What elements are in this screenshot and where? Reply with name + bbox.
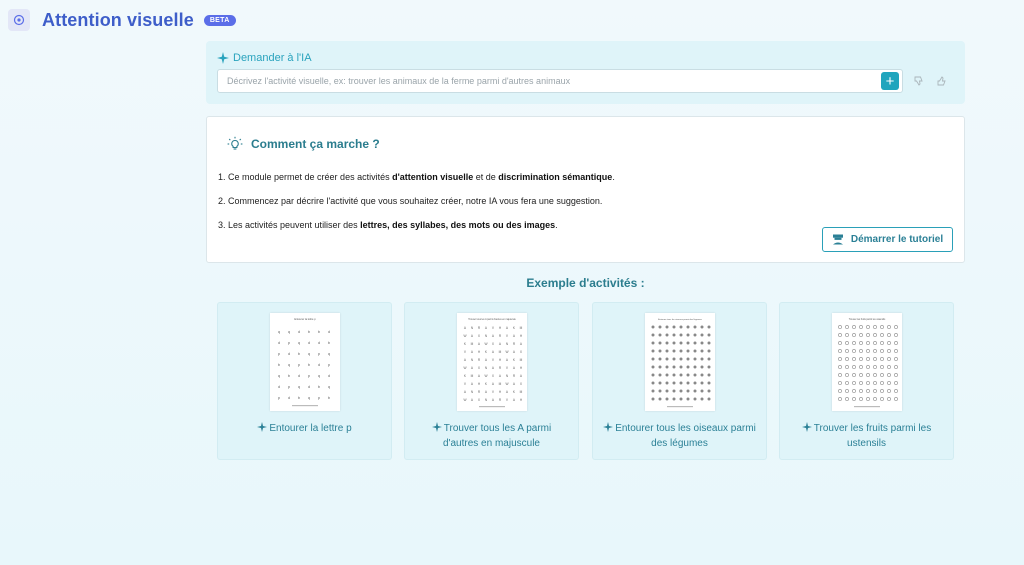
svg-text:V: V	[505, 366, 509, 370]
ask-ai-field	[217, 69, 903, 93]
svg-text:W: W	[463, 398, 467, 402]
svg-text:H: H	[519, 334, 523, 338]
ask-ai-panel	[206, 41, 965, 104]
sparkle-icon	[432, 422, 442, 432]
svg-text:K: K	[512, 390, 516, 394]
svg-text:M: M	[519, 390, 523, 394]
svg-text:d: d	[307, 340, 311, 345]
sparkle-icon	[257, 422, 267, 432]
svg-text:W: W	[463, 366, 467, 370]
step-1-bold-1: d'attention visuelle	[392, 172, 474, 182]
svg-text:q: q	[327, 351, 331, 356]
svg-text:A: A	[491, 334, 495, 338]
svg-text:V: V	[463, 350, 467, 354]
svg-text:A: A	[470, 350, 474, 354]
svg-text:X: X	[477, 334, 481, 338]
step-1	[218, 171, 615, 195]
thumbnail-title: Trouver les fruits parmi les ustensils	[848, 319, 886, 321]
svg-text:A: A	[477, 374, 481, 378]
svg-text:b: b	[307, 362, 311, 367]
lightbulb-icon	[227, 136, 243, 152]
svg-text:A: A	[512, 334, 516, 338]
svg-text:b: b	[317, 384, 321, 389]
svg-text:K: K	[463, 342, 467, 346]
svg-text:A: A	[470, 382, 474, 386]
step-2	[218, 195, 615, 219]
svg-text:N: N	[470, 326, 474, 330]
svg-text:H: H	[519, 366, 523, 370]
svg-text:p: p	[297, 362, 301, 367]
step-1-suffix: .	[612, 172, 615, 182]
svg-text:A: A	[477, 342, 481, 346]
svg-text:q: q	[287, 329, 291, 334]
svg-text:R: R	[477, 326, 481, 330]
svg-text:p: p	[307, 373, 311, 378]
svg-text:d: d	[277, 384, 281, 389]
step-2-text: 2. Commencez par décrire l'activité que vous souhaitez créer, notre IA vous fera une suggestion.	[218, 196, 603, 206]
svg-text:M: M	[470, 374, 474, 378]
svg-text:H: H	[498, 358, 502, 362]
svg-text:d: d	[277, 340, 281, 345]
sparkle-icon	[802, 422, 812, 432]
svg-text:X: X	[477, 398, 481, 402]
thumbnail-title: Trouver tous les A parmi d'autres en majuscule	[468, 319, 516, 321]
svg-text:M: M	[498, 382, 502, 386]
step-1-bold-2: discrimination sémantique	[498, 172, 613, 182]
svg-text:A: A	[470, 398, 474, 402]
svg-text:H: H	[498, 390, 502, 394]
svg-text:V: V	[463, 382, 467, 386]
svg-text:A: A	[463, 390, 467, 394]
svg-text:d: d	[327, 373, 331, 378]
svg-text:q: q	[287, 362, 291, 367]
svg-text:M: M	[470, 342, 474, 346]
svg-text:H: H	[519, 398, 523, 402]
svg-text:b: b	[297, 395, 301, 400]
thumbs-down-icon[interactable]	[912, 74, 926, 88]
svg-text:A: A	[512, 382, 516, 386]
svg-text:A: A	[491, 398, 495, 402]
example-card[interactable]	[404, 302, 579, 460]
svg-text:M: M	[498, 350, 502, 354]
svg-text:p: p	[287, 384, 291, 389]
svg-text:H: H	[477, 350, 481, 354]
svg-text:d: d	[297, 373, 301, 378]
svg-text:N: N	[484, 334, 488, 338]
svg-text:d: d	[287, 395, 291, 400]
svg-text:q: q	[297, 384, 301, 389]
svg-text:R: R	[498, 334, 502, 338]
svg-text:A: A	[463, 326, 467, 330]
svg-text:R: R	[512, 374, 516, 378]
worksheet-thumbnail	[270, 313, 340, 411]
svg-text:p: p	[317, 395, 321, 400]
worksheet-thumbnail	[457, 313, 527, 411]
target-icon[interactable]	[8, 9, 30, 31]
svg-text:V: V	[505, 398, 509, 402]
svg-text:A: A	[498, 374, 502, 378]
svg-text:p: p	[287, 340, 291, 345]
step-3-text: 3. Les activités peuvent utiliser des	[218, 220, 361, 230]
svg-text:q: q	[307, 395, 311, 400]
svg-text:q: q	[317, 373, 321, 378]
svg-text:X: X	[491, 374, 495, 378]
svg-text:q: q	[277, 373, 281, 378]
svg-text:b: b	[277, 362, 281, 367]
svg-text:p: p	[277, 351, 281, 356]
svg-text:b: b	[327, 340, 331, 345]
svg-text:A: A	[491, 366, 495, 370]
svg-text:A: A	[498, 342, 502, 346]
page-title: Attention visuelle	[42, 9, 194, 30]
worksheet-thumbnail	[832, 313, 902, 411]
thumbnail-title: Entourer tous les oiseaux parmi des légumes	[658, 319, 702, 321]
svg-text:A: A	[491, 350, 495, 354]
svg-text:K: K	[463, 374, 467, 378]
svg-text:X: X	[519, 350, 523, 354]
svg-text:A: A	[512, 350, 516, 354]
beta-badge: BETA	[204, 15, 236, 26]
svg-text:A: A	[470, 334, 474, 338]
svg-text:K: K	[484, 350, 488, 354]
svg-text:V: V	[505, 334, 509, 338]
step-1-text: 1. Ce module permet de créer des activités	[218, 172, 393, 182]
svg-text:q: q	[327, 384, 331, 389]
ask-ai-label-text: Demander à l'IA	[233, 52, 312, 64]
svg-text:W: W	[505, 350, 509, 354]
example-card[interactable]	[217, 302, 392, 460]
svg-text:A: A	[470, 366, 474, 370]
svg-text:d: d	[307, 384, 311, 389]
svg-text:X: X	[491, 342, 495, 346]
graduation-cap-icon	[832, 234, 844, 245]
svg-text:b: b	[297, 351, 301, 356]
svg-text:K: K	[484, 382, 488, 386]
svg-text:A: A	[491, 382, 495, 386]
svg-text:N: N	[470, 390, 474, 394]
svg-text:b: b	[327, 395, 331, 400]
svg-text:p: p	[327, 362, 331, 367]
worksheet-thumbnail	[645, 313, 715, 411]
how-it-works-card	[206, 116, 965, 263]
svg-text:X: X	[477, 366, 481, 370]
thumbnail-title: Entourer la lettre p	[294, 318, 316, 321]
example-card-text: Trouver tous les A parmi d'autres en majuscule	[443, 423, 552, 449]
sparkle-icon	[217, 52, 229, 64]
svg-text:A: A	[512, 398, 516, 402]
svg-text:A: A	[463, 358, 467, 362]
svg-text:R: R	[512, 342, 516, 346]
step-3-bold: lettres, des syllabes, des mots ou des images	[360, 220, 556, 230]
svg-text:A: A	[505, 358, 509, 362]
ask-ai-label	[217, 52, 312, 64]
example-card-text: Trouver les fruits parmi les ustensils	[813, 423, 932, 449]
sparkle-icon	[603, 422, 613, 432]
svg-text:N: N	[484, 366, 488, 370]
svg-text:q: q	[297, 340, 301, 345]
examples-title: Exemple d'activités :	[526, 276, 645, 290]
svg-text:M: M	[519, 326, 523, 330]
svg-text:K: K	[512, 358, 516, 362]
example-card[interactable]	[592, 302, 767, 460]
svg-text:p: p	[277, 395, 281, 400]
svg-text:d: d	[297, 329, 301, 334]
svg-text:q: q	[277, 329, 281, 334]
svg-text:K: K	[512, 326, 516, 330]
svg-text:A: A	[505, 390, 509, 394]
svg-text:q: q	[307, 351, 311, 356]
svg-text:b: b	[307, 329, 311, 334]
example-card-label	[603, 422, 756, 451]
svg-text:N: N	[505, 342, 509, 346]
how-it-works-title	[227, 136, 380, 152]
svg-text:A: A	[484, 358, 488, 362]
svg-text:R: R	[498, 398, 502, 402]
svg-text:W: W	[484, 342, 488, 346]
submit-button[interactable]: +	[881, 72, 899, 90]
steps-list	[218, 171, 615, 243]
ask-ai-input[interactable]	[218, 70, 868, 92]
start-tutorial-button[interactable]	[822, 227, 953, 252]
svg-text:A: A	[484, 390, 488, 394]
example-card-label	[790, 422, 943, 451]
svg-text:d: d	[317, 340, 321, 345]
svg-text:H: H	[477, 382, 481, 386]
svg-text:V: V	[491, 390, 495, 394]
svg-text:H: H	[498, 326, 502, 330]
svg-text:W: W	[484, 374, 488, 378]
svg-text:R: R	[498, 366, 502, 370]
svg-text:A: A	[519, 374, 523, 378]
svg-text:N: N	[505, 374, 509, 378]
example-card-text: Entourer tous les oiseaux parmi des légumes	[615, 423, 756, 449]
svg-text:M: M	[519, 358, 523, 362]
svg-text:R: R	[477, 358, 481, 362]
example-card-label	[228, 422, 381, 437]
svg-text:R: R	[477, 390, 481, 394]
svg-text:A: A	[519, 342, 523, 346]
how-it-works-title-text: Comment ça marche ?	[251, 137, 380, 151]
svg-text:W: W	[505, 382, 509, 386]
svg-text:V: V	[491, 358, 495, 362]
step-1-mid: et de	[473, 172, 499, 182]
svg-text:X: X	[519, 382, 523, 386]
svg-text:W: W	[463, 334, 467, 338]
svg-text:N: N	[484, 398, 488, 402]
example-card[interactable]	[779, 302, 954, 460]
svg-text:A: A	[484, 326, 488, 330]
step-3-suffix: .	[555, 220, 558, 230]
page-header	[8, 9, 236, 31]
svg-text:N: N	[470, 358, 474, 362]
example-card-label	[415, 422, 568, 451]
svg-text:d: d	[327, 329, 331, 334]
step-3	[218, 219, 615, 243]
example-card-text: Entourer la lettre p	[269, 423, 352, 434]
svg-text:d: d	[287, 351, 291, 356]
start-tutorial-label: Démarrer le tutoriel	[850, 234, 944, 245]
svg-text:b: b	[317, 329, 321, 334]
svg-text:A: A	[505, 326, 509, 330]
svg-text:d: d	[317, 362, 321, 367]
svg-text:b: b	[287, 373, 291, 378]
thumbs-up-icon[interactable]	[935, 74, 949, 88]
svg-text:p: p	[317, 351, 321, 356]
svg-text:V: V	[491, 326, 495, 330]
svg-text:A: A	[512, 366, 516, 370]
